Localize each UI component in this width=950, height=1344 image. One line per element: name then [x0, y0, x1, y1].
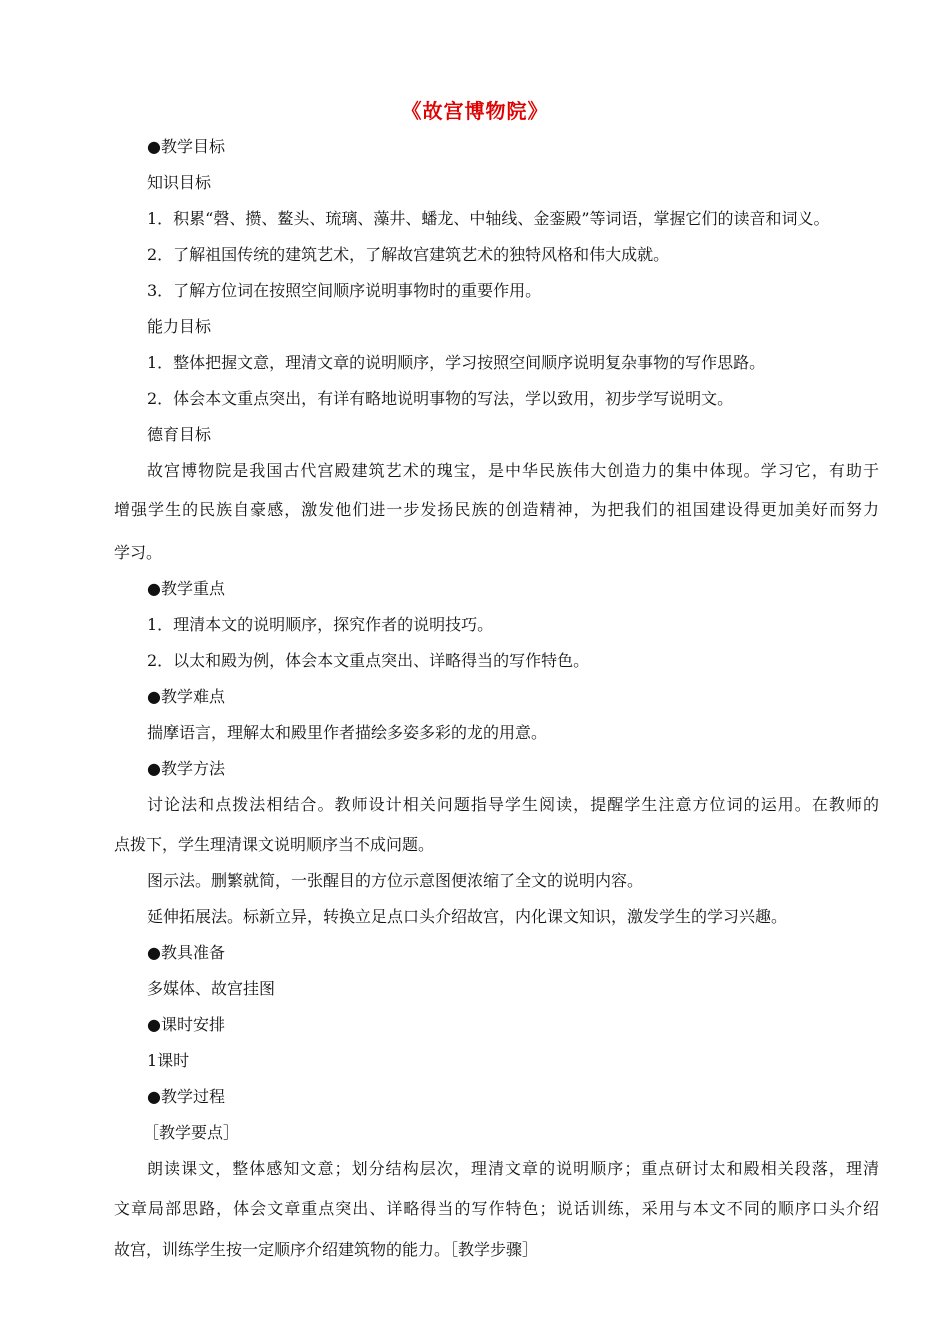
moral-paragraph-line-3: 学习。 [114, 543, 163, 562]
knowledge-goal-3: 3．了解方位词在按照空间顺序说明事物时的重要作用。 [147, 281, 542, 300]
knowledge-goal-1: 1．积累“磬、攒、鳌头、琉璃、藻井、蟠龙、中轴线、金銮殿”等词语，掌握它们的读音和词义。 [147, 209, 830, 228]
subheading-knowledge-goals: 知识目标 [147, 173, 212, 192]
method-paragraph-line-1: 讨论法和点拨法相结合。教师设计相关问题指导学生阅读，提醒学生注意方位词的运用。在教师的 [147, 795, 879, 814]
heading-teaching-process: ●教学过程 [147, 1087, 225, 1106]
ability-goal-1: 1．整体把握文意，理清文章的说明顺序，学习按照空间顺序说明复杂事物的写作思路。 [147, 353, 766, 372]
heading-class-hours: ●课时安排 [147, 1015, 225, 1034]
heading-teaching-focus: ●教学重点 [147, 579, 225, 598]
knowledge-goal-2: 2．了解祖国传统的建筑艺术，了解故宫建筑艺术的独特风格和伟大成就。 [147, 245, 670, 264]
heading-teaching-method: ●教学方法 [147, 759, 225, 778]
heading-teaching-tools: ●教具准备 [147, 943, 225, 962]
subheading-moral-goals: 德育目标 [147, 425, 212, 444]
class-hours-1: 1课时 [147, 1051, 190, 1070]
ability-goal-2: 2．体会本文重点突出，有详有略地说明事物的写法，学以致用，初步学写说明文。 [147, 389, 734, 408]
document-title: 《故宫博物院》 [401, 99, 549, 123]
subheading-ability-goals: 能力目标 [147, 317, 212, 336]
teaching-points-label: ［教学要点］ [143, 1123, 240, 1142]
moral-paragraph-line-1: 故宫博物院是我国古代宫殿建筑艺术的瑰宝，是中华民族伟大创造力的集中体现。学习它，有助于 [147, 461, 879, 480]
heading-teaching-difficulty: ●教学难点 [147, 687, 225, 706]
moral-paragraph-line-2: 增强学生的民族自豪感，激发他们进一步发扬民族的创造精神，为把我们的祖国建设得更加美好而努力 [114, 500, 879, 519]
teaching-tools-1: 多媒体、故宫挂图 [147, 979, 276, 998]
process-paragraph-line-1: 朗读课文，整体感知文意；划分结构层次，理清文章的说明顺序；重点研讨太和殿相关段落，理清 [147, 1159, 879, 1178]
method-paragraph-line-2: 点拨下，学生理清课文说明顺序当不成问题。 [114, 835, 435, 854]
teaching-focus-2: 2．以太和殿为例，体会本文重点突出、详略得当的写作特色。 [147, 651, 590, 670]
teaching-focus-1: 1．理清本文的说明顺序，探究作者的说明技巧。 [147, 615, 494, 634]
heading-teaching-goals: ●教学目标 [147, 137, 225, 156]
teaching-difficulty-1: 揣摩语言，理解太和殿里作者描绘多姿多彩的龙的用意。 [147, 723, 548, 742]
method-paragraph-3: 延伸拓展法。标新立异，转换立足点口头介绍故宫，内化课文知识，激发学生的学习兴趣。 [147, 907, 788, 926]
process-paragraph-line-3: 故宫，训练学生按一定顺序介绍建筑物的能力。［教学步骤］ [114, 1240, 539, 1259]
process-paragraph-line-2: 文章局部思路，体会文章重点突出、详略得当的写作特色；说话训练，采用与本文不同的顺序口头介绍 [114, 1199, 879, 1218]
method-paragraph-2: 图示法。删繁就简，一张醒目的方位示意图便浓缩了全文的说明内容。 [147, 871, 644, 890]
